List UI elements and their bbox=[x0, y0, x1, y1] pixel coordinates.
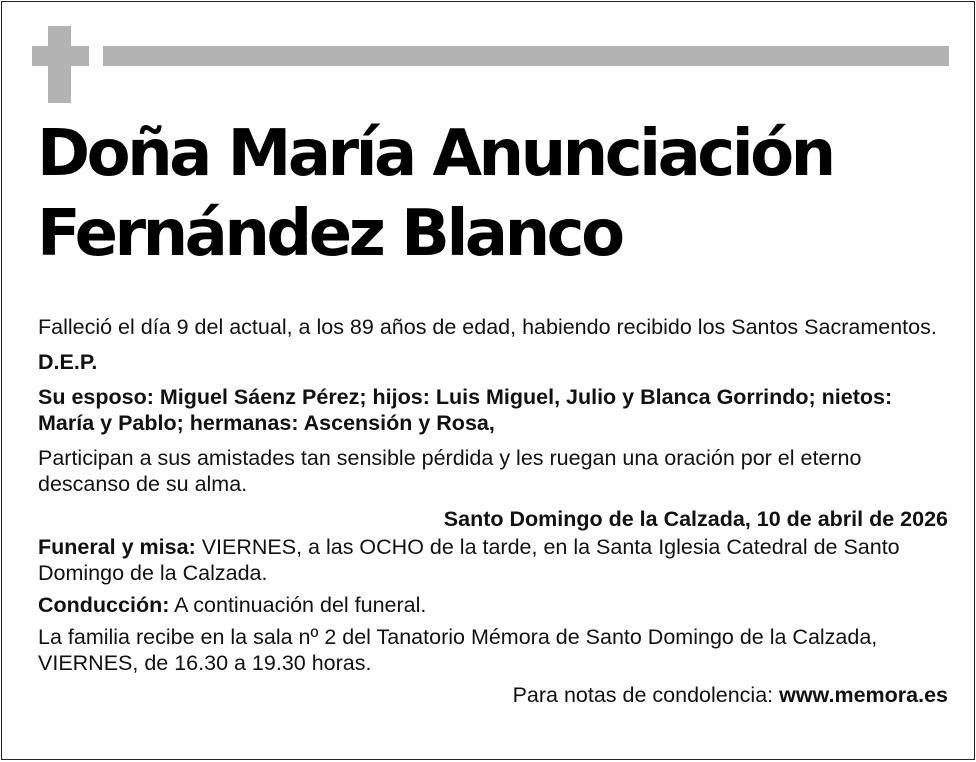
prayer-request: Participan a sus amistades tan sensible pérdida y les ruegan una oración por el eterno descanso de su alma. bbox=[38, 446, 862, 496]
funeral-label: Funeral y misa: bbox=[38, 535, 196, 559]
deceased-name-line-2: Fernández Blanco bbox=[37, 197, 622, 271]
cross-icon-arm bbox=[32, 46, 89, 66]
funeral-info bbox=[38, 534, 948, 586]
header-rule bbox=[103, 46, 949, 66]
procession-text: A continuación del funeral. bbox=[169, 593, 427, 617]
deceased-name bbox=[37, 114, 957, 274]
death-info: Falleció el día 9 del actual, a los 89 años de edad, habiendo recibido los Santos Sacramentos. bbox=[38, 315, 937, 339]
procession-info bbox=[38, 592, 948, 618]
funeral-text: VIERNES, a las OCHO de la tarde, en la Santa Iglesia Catedral de Santo Domingo de la Calzada. bbox=[38, 535, 900, 585]
condolences-line bbox=[38, 682, 948, 708]
deceased-name-line-1: Doña María Anunciación bbox=[37, 117, 833, 191]
condolences-label: Para notas de condolencia: bbox=[512, 683, 780, 707]
obituary-notice bbox=[1, 1, 975, 760]
condolences-link[interactable]: www.memora.es bbox=[779, 683, 948, 707]
wake-info: La familia recibe en la sala nº 2 del Tanatorio Mémora de Santo Domingo de la Calzada, VIERNES, de 16.30 a 19.30 horas. bbox=[38, 625, 878, 675]
procession-label: Conducción: bbox=[38, 593, 170, 617]
rip-text: D.E.P. bbox=[38, 350, 98, 374]
family-list: Su esposo: Miguel Sáenz Pérez; hijos: Luis Miguel, Julio y Blanca Gorrindo; nietos: María y Pablo; hermanas: Ascensión y Rosa, bbox=[38, 385, 893, 435]
place-date: Santo Domingo de la Calzada, 10 de abril de 2026 bbox=[443, 507, 948, 531]
notice-body bbox=[38, 314, 948, 717]
